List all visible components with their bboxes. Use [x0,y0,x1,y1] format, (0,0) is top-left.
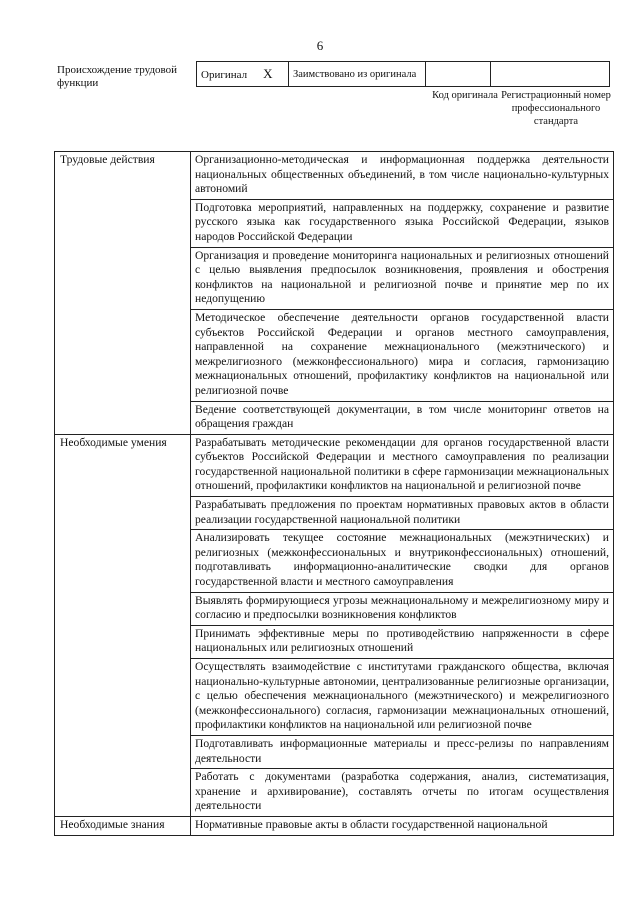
section-item: Методическое обеспечение деятельности органов государственной власти субъектов Российской Федерации и органов местного самоуправления, направленной на сохранение межнационального (межэтнического) и межрелигиозного (межконфессионального) мира и согласия, гармонизацию межнациональных отношений, профилактику конфликтов на национальной или религиозной почве [191,309,614,401]
section-item: Подготовка мероприятий, направленных на поддержку, сохранение и развитие русского языка как государственного языка Российской Федерации, языков народов Российской Федерации [191,199,614,247]
origin-label: Происхождение трудовой функции [57,64,178,89]
section-label: Трудовые действия [55,152,191,435]
original-mark: X [263,66,273,81]
borrowed-cell: Заимствовано из оригинала [289,62,426,87]
table-row [55,434,614,496]
section-item: Разрабатывать предложения по проектам нормативных правовых актов в области реализации государственной национальной политики [191,497,614,530]
section-item: Выявлять формирующиеся угрозы межнациональному и межрелигиозному миру и согласию и предпосылки возникновения конфликтов [191,592,614,625]
section-item: Ведение соответствующей документации, в том числе мониторинг ответов на обращения граждан [191,401,614,434]
section-label: Необходимые умения [55,434,191,816]
section-label: Необходимые знания [55,816,191,835]
table-row [55,152,614,200]
code-caption: Код оригинала [432,90,498,101]
section-item: Нормативные правовые акты в области государственной национальной [191,816,614,835]
table-row [55,816,614,835]
section-item: Принимать эффективные меры по противодействию напряженности в сфере национальных или религиозных отношений [191,625,614,658]
function-table [54,151,614,836]
section-item: Разрабатывать методические рекомендации для органов государственной власти субъектов Российской Федерации и местного самоуправления по реализации государственной национальной политики в сфере гармонизации межнациональных отношений, профилактики конфликтов на национальной и религиозной почве [191,434,614,496]
section-item: Подготавливать информационные материалы и пресс-релизы по направлениям деятельности [191,735,614,768]
original-label: Оригинал [201,69,248,81]
origin-table [196,61,610,87]
reg-number-caption: Регистрационный номер профессионального стандарта [501,90,611,127]
section-item: Осуществлять взаимодействие с институтами гражданского общества, включая национально-культурные автономии, централизованные религиозные организации, с целью обеспечения межнационального (межэтнического) и межрелигиозного (межконфессионального) согласия, гармонизации межнациональных отношений, профилактики конфликтов на национальной или религиозной почве [191,659,614,736]
section-item: Работать с документами (разработка содержания, анализ, систематизация, хранение и архивирование), составлять отчеты по итогам осуществления деятельности [191,769,614,817]
original-cell [197,62,289,87]
section-item: Организация и проведение мониторинга национальных и религиозных отношений с целью выявления предпосылок возникновения, проявления и обострения конфликтов на национальной и религиозной почве и принятие мер по их недопущению [191,247,614,309]
page-number: 6 [316,38,324,53]
reg-number-cell [491,62,610,87]
code-cell [426,62,491,87]
section-item: Организационно-методическая и информационная поддержка деятельности национальных общественных объединений, в том числе национально-культурных автономий [191,152,614,200]
section-item: Анализировать текущее состояние межнациональных (межэтнических) и религиозных (межконфессиональных и внутриконфессиональных) отношений, подготавливать информационно-аналитические сводки для органов государственной власти и местного самоуправления [191,530,614,592]
